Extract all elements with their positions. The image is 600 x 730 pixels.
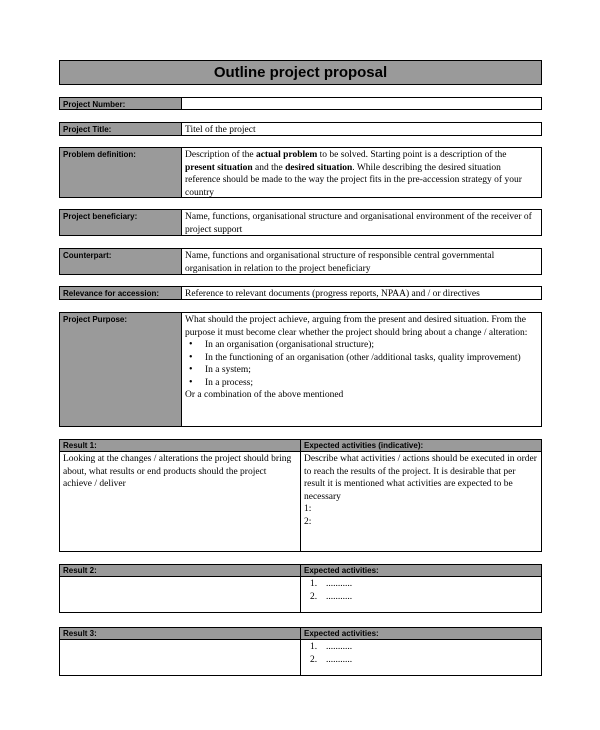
result-1-activities-text: Describe what activities / actions should be executed in order to reach the results of the project. It is desirable that per result it is mentioned what activities are expected to be necessary [304, 454, 537, 502]
result-1-activities-label: Expected activities (indicative): [304, 441, 424, 450]
list-item: 1. ........... [310, 642, 353, 652]
result-2-block [59, 564, 542, 613]
result-3-text [60, 640, 301, 675]
label-project-beneficiary: Project beneficiary: [60, 210, 182, 235]
value-project-title: Titel of the project [185, 125, 256, 135]
result-3-label: Result 3: [60, 628, 301, 639]
result-3-activity-list [304, 641, 538, 666]
list-item: 2: [304, 516, 312, 527]
row-relevance-accession [59, 286, 542, 300]
result-2-activities-label: Expected activities: [304, 566, 379, 575]
label-problem-definition: Problem definition: [60, 148, 182, 197]
purpose-bullet-list [185, 339, 538, 389]
row-counterpart [59, 248, 542, 275]
page-title: Outline project proposal [59, 60, 542, 85]
label-project-title: Project Title: [60, 123, 182, 135]
list-item: • In an organisation (organisational structure); [185, 339, 538, 352]
purpose-intro: What should the project achieve, arguing from the present and desired situation. From the purpose it must become clear whether the project should bring about a change / alteration: [185, 315, 528, 338]
label-project-purpose: Project Purpose: [60, 313, 182, 426]
value-relevance-accession: Reference to relevant documents (progress reports, NPAA) and / or directives [185, 289, 480, 299]
result-1-activities [301, 452, 541, 551]
value-project-number [182, 98, 541, 109]
result-3-activities-label: Expected activities: [304, 629, 379, 638]
value-counterpart: Name, functions and organisational structure of responsible central governmental organisation in relation to the project beneficiary [185, 251, 495, 274]
result-1-activity-list [304, 503, 538, 528]
value-project-purpose [182, 313, 541, 426]
label-relevance-accession: Relevance for accession: [60, 287, 182, 299]
list-item: 1: [304, 504, 312, 514]
list-item: 2. ........... [310, 591, 353, 602]
result-2-label: Result 2: [60, 565, 301, 576]
result-1-label: Result 1: [60, 440, 301, 451]
result-3-block [59, 627, 542, 676]
list-item: • In a system; [185, 364, 538, 377]
result-3-activities [301, 640, 541, 675]
row-problem-definition [59, 147, 542, 198]
result-2-activity-list [304, 578, 538, 603]
list-item: • In a process; [185, 377, 538, 390]
list-item: 1. ........... [310, 579, 353, 589]
row-project-purpose [59, 312, 542, 427]
result-1-block [59, 439, 542, 552]
purpose-outro: Or a combination of the above mentioned [185, 390, 344, 400]
value-problem-definition: Description of the actual problem to be solved. Starting point is a description of the present situation and the desired situation. While describing the desired situation reference should be made to the way the project fits in the pre-accession strategy of your country [185, 150, 522, 198]
row-project-number [59, 97, 542, 110]
result-2-text [60, 577, 301, 612]
row-project-title [59, 122, 542, 136]
label-project-number: Project Number: [60, 98, 182, 109]
row-project-beneficiary [59, 209, 542, 236]
list-item: 2. ........... [310, 654, 353, 665]
label-counterpart: Counterpart: [60, 249, 182, 274]
result-2-activities [301, 577, 541, 612]
list-item: • In the functioning of an organisation (other /additional tasks, quality improvement) [185, 352, 538, 365]
result-1-text: Looking at the changes / alterations the project should bring about, what results or end products should the project achieve / deliver [60, 452, 301, 551]
value-project-beneficiary: Name, functions, organisational structure and organisational environment of the receiver of project support [185, 212, 532, 235]
